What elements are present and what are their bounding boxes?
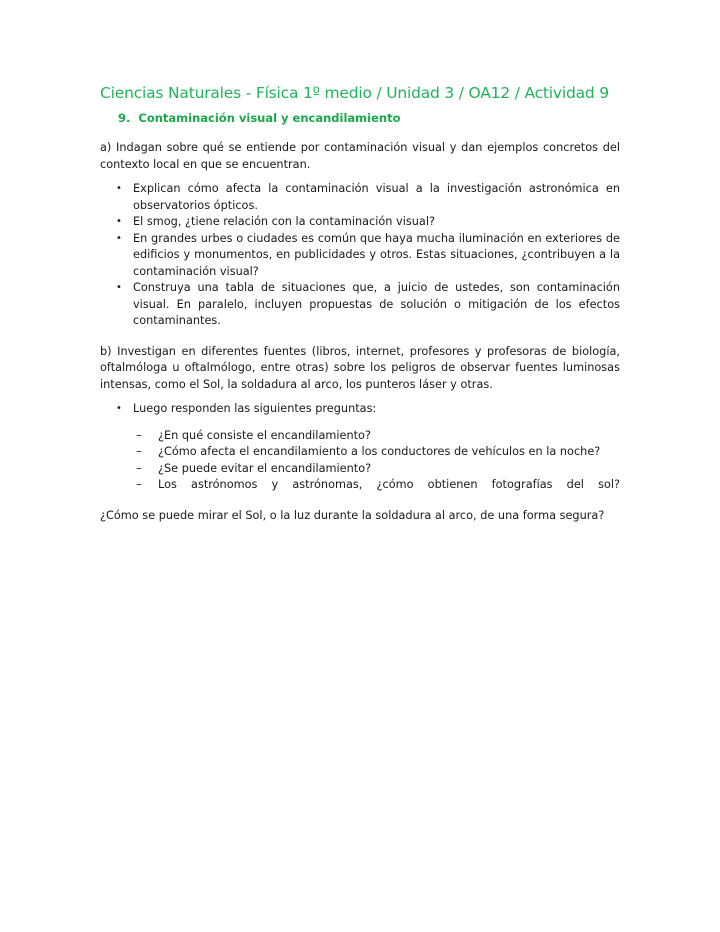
section-number: 9. <box>118 111 131 125</box>
bullet-icon: • <box>116 216 122 227</box>
document-page <box>100 82 620 524</box>
bullet-icon: • <box>116 183 122 194</box>
bullet-icon: • <box>116 282 122 293</box>
list-item: • En grandes urbes o ciudades es común que haya mucha iluminación en exteriores de edificios y monumentos, en publicidades y otros. Estas situaciones, ¿contribuyen a la contaminación visual? <box>116 231 620 278</box>
part-a-intro: a) Indagan sobre qué se entiende por contaminación visual y dan ejemplos concretos del contexto local en que se encuentran. <box>100 141 620 171</box>
part-b-bullet-list <box>100 401 620 418</box>
dash-icon: – <box>136 461 142 475</box>
list-item: • Explican cómo afecta la contaminación visual a la investigación astronómica en observatorios ópticos. <box>116 182 620 212</box>
breadcrumb: Ciencias Naturales - Física 1º medio / Unidad 3 / OA12 / Actividad 9 <box>100 84 609 102</box>
question-list <box>100 428 620 494</box>
question-item: – Los astrónomos y astrónomas, ¿cómo obtienen fotografías del sol? <box>158 477 620 494</box>
dash-icon: – <box>136 428 142 442</box>
section-title: Contaminación visual y encandilamiento <box>138 111 401 125</box>
question-item: – ¿Se puede evitar el encandilamiento? <box>158 461 620 478</box>
question-item: – ¿Cómo afecta el encandilamiento a los conductores de vehículos en la noche? <box>158 444 620 461</box>
list-item: • Luego responden las siguientes preguntas: <box>133 401 620 418</box>
list-item: • Construya una tabla de situaciones que, a juicio de ustedes, son contaminación visual. En paralelo, incluyen propuestas de solución o mitigación de los efectos contaminantes. <box>116 281 620 327</box>
dash-icon: – <box>136 445 142 458</box>
bullet-icon: • <box>116 403 122 414</box>
closing-question: ¿Cómo se puede mirar el Sol, o la luz durante la soldadura al arco, de una forma segura? <box>100 508 605 522</box>
list-item: • El smog, ¿tiene relación con la contaminación visual? <box>133 214 620 231</box>
question-item: – ¿En qué consiste el encandilamiento? <box>158 428 620 445</box>
part-a-bullet-list <box>100 181 620 330</box>
section-heading <box>118 110 620 126</box>
dash-icon: – <box>136 478 142 491</box>
bullet-icon: • <box>116 232 122 244</box>
part-b-intro: b) Investigan en diferentes fuentes (libros, internet, profesores y profesoras de biología, oftalmóloga u oftalmólogo, entre otras) sobre los peligros de observar fuentes luminosas intensas, como el Sol, la soldadura al arco, los punteros láser y otras. <box>100 344 620 391</box>
